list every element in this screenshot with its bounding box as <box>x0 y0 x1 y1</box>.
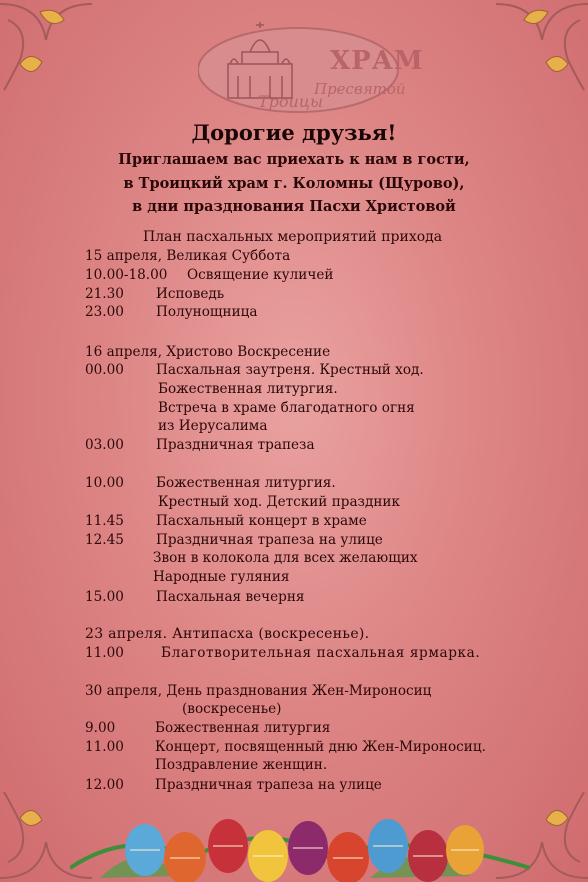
logo-word-khram: ХРАМ <box>330 46 424 76</box>
page-title: Дорогие друзья! <box>191 120 397 145</box>
day-heading: 16 апреля, Христово Воскресение <box>85 344 331 360</box>
day-heading: 30 апреля, День празднования Жен-Мироносиц <box>85 683 432 699</box>
schedule-time: 12.45 <box>85 532 124 548</box>
schedule-event: Народные гуляния <box>153 569 290 585</box>
schedule-time: 21.30 <box>85 286 124 302</box>
schedule-time: 9.00 <box>85 720 116 736</box>
logo-word-presvyatoy: Пресвятой <box>314 80 406 98</box>
schedule-event: Пасхальная вечерня <box>156 589 305 605</box>
schedule-time: 03.00 <box>85 437 124 453</box>
schedule-event: Встреча в храме благодатного огня <box>158 400 415 416</box>
schedule-event: Концерт, посвященный дню Жен-Мироносиц. <box>155 739 486 755</box>
intro-line: в дни празднования Пасхи Христовой <box>132 198 456 215</box>
schedule-time: 11.45 <box>85 513 124 529</box>
schedule-time: 15.00 <box>85 589 124 605</box>
day-heading: 23 апреля. Антипасха (воскресенье). <box>85 626 370 642</box>
intro-line: Приглашаем вас приехать к нам в гости, <box>118 151 470 168</box>
logo-word-troitsy: Троицы <box>258 92 324 111</box>
plan-title: План пасхальных мероприятий прихода <box>143 229 443 245</box>
day-heading: 15 апреля, Великая Суббота <box>85 248 291 264</box>
schedule-event: Праздничная трапеза <box>156 437 315 453</box>
schedule-event: Звон в колокола для всех желающих <box>153 550 418 566</box>
schedule-event: Пасхальная заутреня. Крестный ход. <box>156 362 424 378</box>
schedule-event: Поздравление женщин. <box>155 757 328 773</box>
schedule-event: Божественная литургия <box>155 720 331 736</box>
intro-line: в Троицкий храм г. Коломны (Щурово), <box>123 175 465 192</box>
schedule-event: Исповедь <box>156 286 225 302</box>
schedule-time: 11.00 <box>85 739 124 755</box>
schedule-event: Праздничная трапеза на улице <box>156 532 383 548</box>
schedule-event: Праздничная трапеза на улице <box>155 777 382 793</box>
schedule-event: из Иерусалима <box>158 418 268 434</box>
corner-ornament-icon <box>496 0 588 92</box>
schedule-event: Благотворительная пасхальная ярмарка. <box>161 645 481 661</box>
schedule-time: 10.00-18.00 <box>85 267 168 283</box>
schedule-event: Освящение куличей <box>187 267 334 283</box>
schedule-event: Полунощница <box>156 304 258 320</box>
schedule-event: Крестный ход. Детский праздник <box>158 494 400 510</box>
schedule-time: 11.00 <box>85 645 124 661</box>
corner-ornament-icon <box>0 0 92 92</box>
schedule-event: Божественная литургия. <box>158 381 338 397</box>
schedule-time: 12.00 <box>85 777 124 793</box>
day-heading-note: (воскресенье) <box>182 701 282 717</box>
schedule-event: Пасхальный концерт в храме <box>156 513 367 529</box>
schedule-time: 10.00 <box>85 475 124 491</box>
schedule-time: 23.00 <box>85 304 124 320</box>
schedule-event: Божественная литургия. <box>156 475 336 491</box>
easter-eggs-decoration-icon <box>70 788 530 882</box>
schedule-time: 00.00 <box>85 362 124 378</box>
